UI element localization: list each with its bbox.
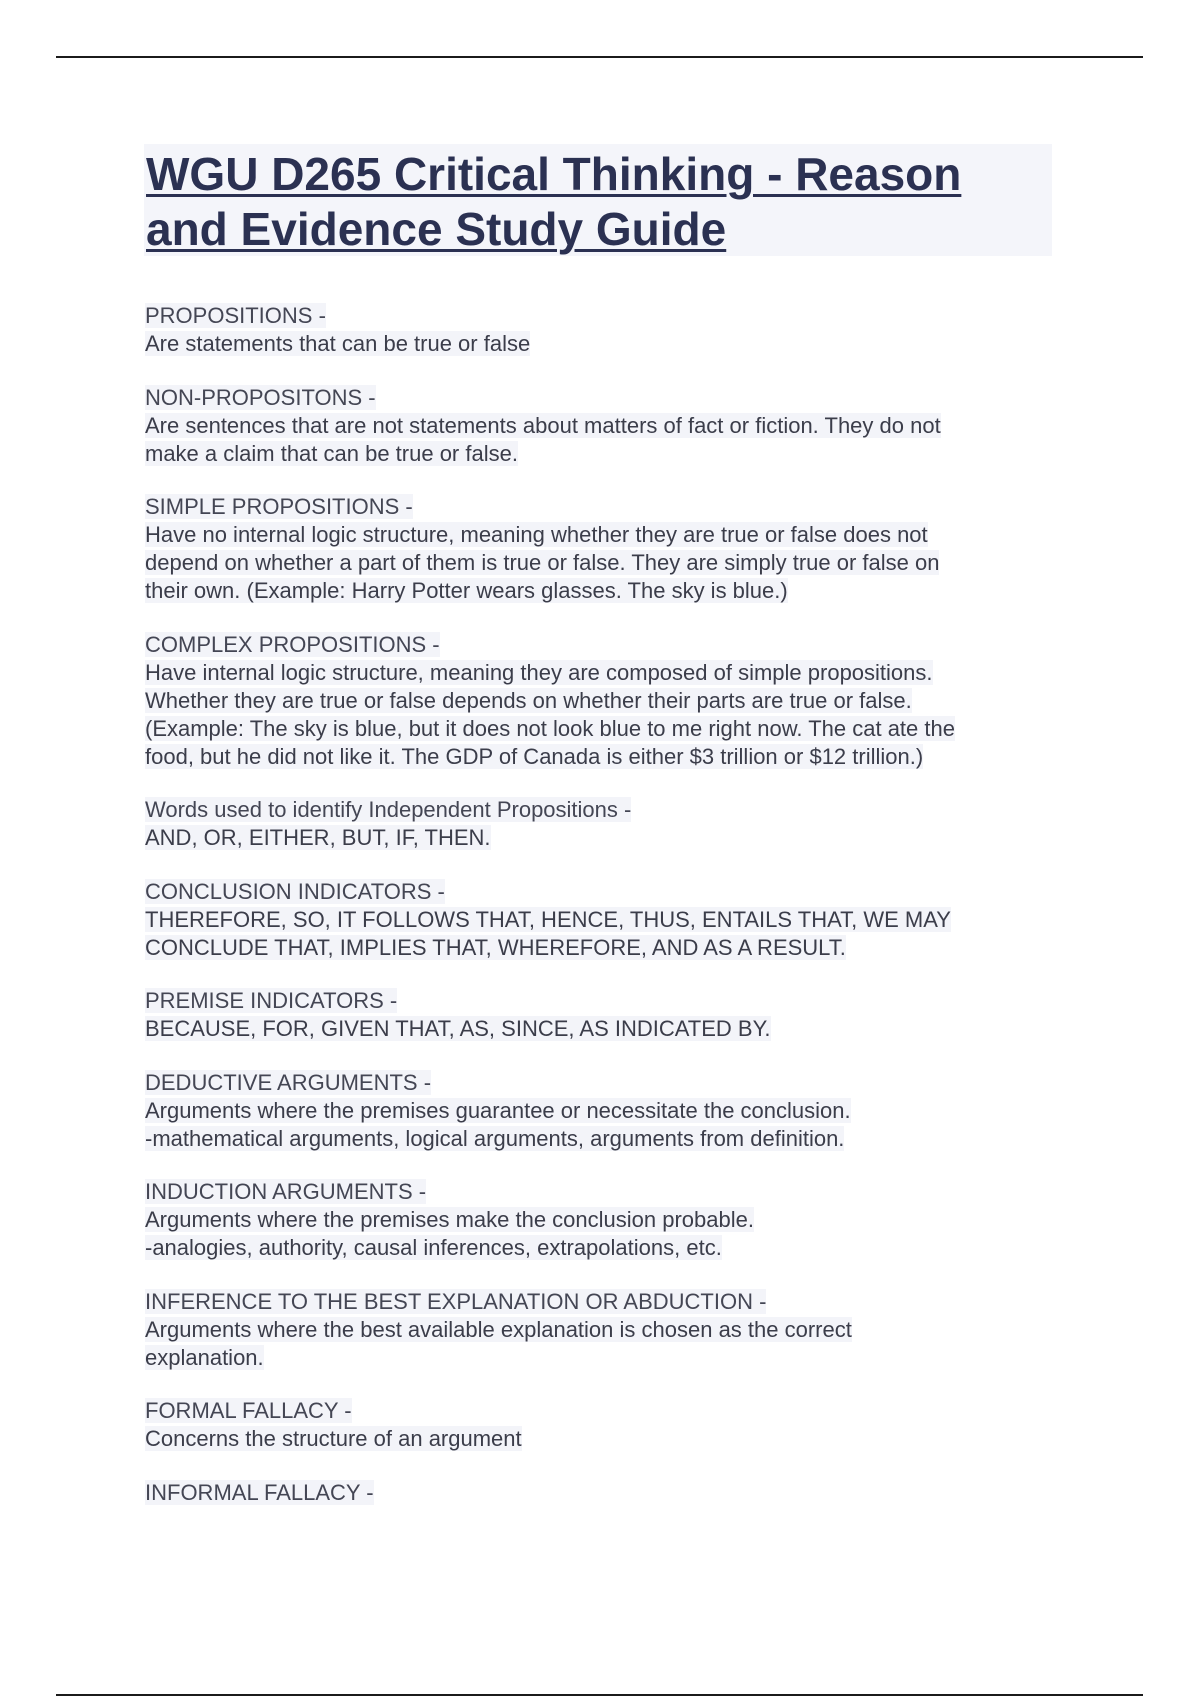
entry-term-line — [145, 384, 1060, 412]
entry-term: INFERENCE TO THE BEST EXPLANATION OR ABDUCTION - — [145, 1288, 767, 1314]
entry-definition-line — [145, 1125, 1060, 1153]
entry-definition-text: Arguments where the best available explanation is chosen as the correct — [145, 1316, 852, 1342]
header-rule — [56, 56, 1143, 58]
study-entry — [145, 384, 1060, 468]
entry-definition-line — [145, 412, 1060, 440]
entry-term: NON-PROPOSITONS - — [145, 384, 376, 410]
entry-definition-line — [145, 906, 1060, 934]
entry-definition-text: CONCLUDE THAT, IMPLIES THAT, WHEREFORE, AND AS A RESULT. — [145, 934, 846, 960]
entry-definition-text: -mathematical arguments, logical arguments, arguments from definition. — [145, 1125, 845, 1151]
entry-definition-line — [145, 1234, 1060, 1262]
entry-definition-line — [145, 715, 1060, 743]
entry-definition-line — [145, 521, 1060, 549]
entry-term: INFORMAL FALLACY - — [145, 1479, 374, 1505]
entry-term: INDUCTION ARGUMENTS - — [145, 1179, 427, 1204]
entry-term: SIMPLE PROPOSITIONS - — [145, 494, 413, 519]
entry-definition-text: explanation. — [145, 1344, 264, 1370]
entry-term-line — [145, 796, 1060, 824]
entry-definition-text: Are sentences that are not statements about matters of fact or fiction. They do not — [145, 412, 941, 438]
entry-term-line — [145, 878, 1060, 906]
entry-definition-line — [145, 577, 1060, 605]
study-entry — [145, 631, 1060, 771]
entry-term-line — [145, 493, 1060, 521]
entry-definition-line — [145, 934, 1060, 962]
entry-definition-line — [145, 549, 1060, 577]
entry-definition-line — [145, 1425, 1060, 1453]
entry-definition-text: make a claim that can be true or false. — [145, 440, 518, 466]
entry-definition-line — [145, 743, 1060, 771]
study-entry — [145, 1069, 1060, 1153]
study-entry — [145, 1397, 1060, 1453]
entry-term-line — [145, 302, 1060, 330]
entry-definition-text: Have internal logic structure, meaning they are composed of simple propositions. — [145, 659, 933, 685]
entry-definition-text: depend on whether a part of them is true or false. They are simply true or false on — [145, 550, 940, 575]
title-line-1: WGU D265 Critical Thinking - Reason — [146, 148, 962, 200]
entry-definition-text: AND, OR, EITHER, BUT, IF, THEN. — [145, 825, 491, 850]
title-line-2: and Evidence Study Guide — [146, 203, 727, 255]
entry-definition-text: food, but he did not like it. The GDP of Canada is either $3 trillion or $12 trillion.) — [145, 743, 924, 769]
entry-definition-text: their own. (Example: Harry Potter wears glasses. The sky is blue.) — [145, 578, 788, 603]
entry-term-line — [145, 1178, 1060, 1206]
entry-definition-text: Concerns the structure of an argument — [145, 1426, 522, 1451]
entry-definition-text: BECAUSE, FOR, GIVEN THAT, AS, SINCE, AS INDICATED BY. — [145, 1016, 771, 1041]
entry-term: PROPOSITIONS - — [145, 303, 326, 328]
flashcard-list — [145, 302, 1060, 1532]
entry-definition-text: -analogies, authority, causal inferences, extrapolations, etc. — [145, 1235, 722, 1260]
footer-rule — [56, 1694, 1143, 1696]
entry-definition-line — [145, 687, 1060, 715]
study-entry — [145, 493, 1060, 605]
study-entry — [145, 1288, 1060, 1372]
entry-definition-text: (Example: The sky is blue, but it does not look blue to me right now. The cat ate the — [145, 715, 955, 741]
entry-definition-line — [145, 330, 1060, 358]
entry-definition-text: Are statements that can be true or false — [145, 331, 531, 356]
entry-term: PREMISE INDICATORS - — [145, 988, 398, 1013]
entry-definition-text: Arguments where the premises guarantee or necessitate the conclusion. — [145, 1097, 851, 1123]
entry-term-line — [145, 1069, 1060, 1097]
entry-definition-text: Have no internal logic structure, meaning whether they are true or false does not — [145, 522, 928, 547]
entry-definition-text: THEREFORE, SO, IT FOLLOWS THAT, HENCE, THUS, ENTAILS THAT, WE MAY — [145, 906, 951, 932]
entry-definition-line — [145, 440, 1060, 468]
entry-term-line — [145, 1397, 1060, 1425]
entry-term-line — [145, 631, 1060, 659]
entry-term: CONCLUSION INDICATORS - — [145, 878, 445, 904]
entry-term-line — [145, 987, 1060, 1015]
study-entry — [145, 302, 1060, 358]
entry-definition-line — [145, 1206, 1060, 1234]
study-entry — [145, 1479, 1060, 1507]
entry-definition-line — [145, 824, 1060, 852]
study-entry — [145, 878, 1060, 962]
entry-definition-line — [145, 1015, 1060, 1043]
document-title — [146, 147, 1046, 257]
entry-term: COMPLEX PROPOSITIONS - — [145, 631, 440, 657]
entry-term: Words used to identify Independent Propositions - — [145, 797, 632, 822]
entry-definition-line — [145, 1344, 1060, 1372]
entry-definition-line — [145, 659, 1060, 687]
study-entry — [145, 1178, 1060, 1262]
entry-term: FORMAL FALLACY - — [145, 1398, 352, 1423]
entry-term: DEDUCTIVE ARGUMENTS - — [145, 1069, 432, 1095]
entry-definition-line — [145, 1316, 1060, 1344]
entry-definition-text: Arguments where the premises make the conclusion probable. — [145, 1207, 754, 1232]
entry-term-line — [145, 1479, 1060, 1507]
study-entry — [145, 796, 1060, 852]
entry-definition-line — [145, 1097, 1060, 1125]
study-entry — [145, 987, 1060, 1043]
entry-definition-text: Whether they are true or false depends on whether their parts are true or false. — [145, 687, 912, 713]
entry-term-line — [145, 1288, 1060, 1316]
